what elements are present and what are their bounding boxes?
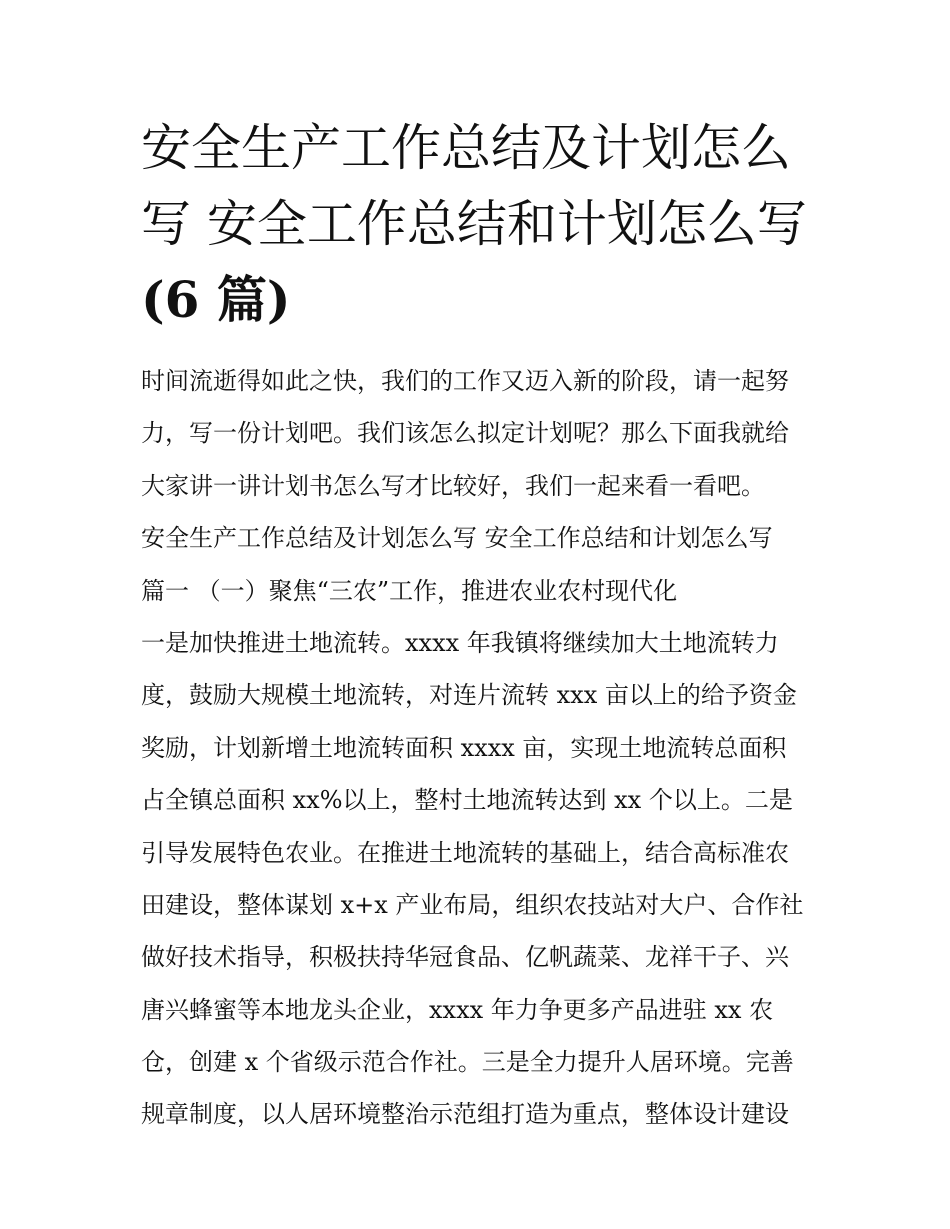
body-line: 一是加快推进土地流转。xxxx 年我镇将继续加大土地流转力 (141, 628, 779, 657)
body-line: 度，鼓励大规模土地流转，对连片流转 xxx 亩以上的给予资金 (141, 681, 797, 710)
document-title (141, 110, 821, 338)
body-line: 力，写一份计划吧。我们该怎么拟定计划呢？那么下面我就给 (141, 419, 789, 448)
body-line: 规章制度，以人居环境整治示范组打造为重点，整体设计建设 (141, 1100, 789, 1129)
title-line: 写 安全工作总结和计划怎么写 (141, 195, 807, 253)
body-line: 篇一 （一）聚焦“三农”工作，推进农业农村现代化 (141, 576, 678, 605)
body-line: 唐兴蜂蜜等本地龙头企业，xxxx 年力争更多产品进驻 xx 农 (141, 995, 774, 1024)
body-line: 安全生产工作总结及计划怎么写 安全工作总结和计划怎么写 (141, 524, 773, 553)
body-line: 时间流逝得如此之快，我们的工作又迈入新的阶段，请一起努 (141, 367, 789, 395)
title-line: 安全生产工作总结及计划怎么 (141, 119, 791, 177)
body-line: 仓，创建 x 个省级示范合作社。三是全力提升人居环境。完善 (141, 1048, 794, 1077)
body-line: 占全镇总面积 xx%以上，整村土地流转达到 xx 个以上。二是 (141, 786, 793, 815)
body-line: 引导发展特色农业。在推进土地流转的基础上，结合高标准农 (141, 838, 789, 867)
title-line: (6 篇) (141, 270, 291, 329)
body-line: 奖励，计划新增土地流转面积 xxxx 亩，实现土地流转总面积 (141, 733, 787, 762)
body-line: 做好技术指导，积极扶持华冠食品、亿帆蔬菜、龙祥干子、兴 (141, 943, 789, 972)
document-body (141, 355, 821, 1141)
body-line: 大家讲一讲计划书怎么写才比较好，我们一起来看一看吧。 (141, 471, 765, 500)
body-line: 田建设，整体谋划 x+x 产业布局，组织农技站对大户、合作社 (141, 890, 804, 919)
